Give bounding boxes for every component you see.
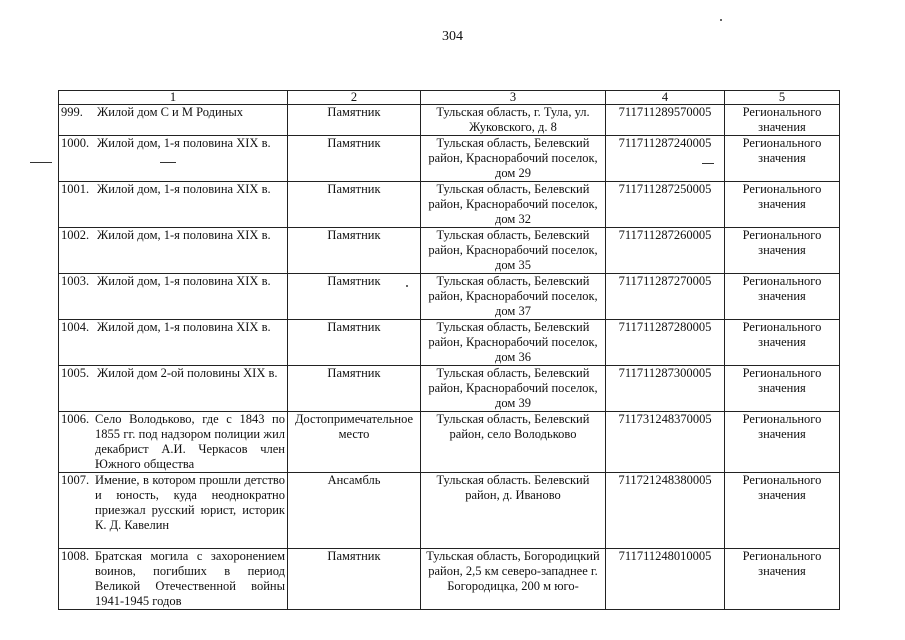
category-cell: Памятник — [288, 228, 421, 274]
object-name-cell — [59, 412, 288, 473]
address-cell: Тульская область, Белевский район, Краснорабочий поселок, дом 37 — [421, 274, 606, 320]
registry-number-cell: 711721248380005 — [606, 473, 725, 549]
margin-mark — [30, 162, 52, 163]
object-name: Жилой дом, 1-я половина XIX в. — [97, 136, 271, 150]
object-name: Братская могила с захоронением воинов, погибших в период Великой Отечественной войны 1941-1945 годов — [95, 549, 285, 608]
object-name-cell — [59, 366, 288, 412]
table-row — [59, 320, 840, 366]
row-number: 1000. — [61, 136, 90, 150]
significance-cell: Регионального значения — [725, 136, 840, 182]
object-name-cell — [59, 182, 288, 228]
table-row — [59, 366, 840, 412]
registry-number-cell: 711711248010005 — [606, 549, 725, 610]
registry-number-cell: 711711287250005 — [606, 182, 725, 228]
object-name-cell — [59, 228, 288, 274]
row-number: 1008. — [61, 549, 90, 563]
registry-number-cell: 711711287260005 — [606, 228, 725, 274]
category-cell: Памятник — [288, 274, 421, 320]
significance-cell: Регионального значения — [725, 274, 840, 320]
object-name: Имение, в котором прошли детство и юность, куда неоднократно приезжал русский юрист, историк К. Д. Кавелин — [95, 473, 285, 532]
object-name-cell — [59, 274, 288, 320]
address-cell: Тульская область. Белевский район, д. Иваново — [421, 473, 606, 549]
page-number: 304 — [442, 29, 463, 44]
category-cell: Памятник — [288, 366, 421, 412]
registry-number-cell: 711711287300005 — [606, 366, 725, 412]
registry-number-cell: 711731248370005 — [606, 412, 725, 473]
row-number: 1004. — [61, 320, 90, 334]
object-name-cell — [59, 549, 288, 610]
object-name-cell — [59, 105, 288, 136]
category-cell: Ансамбль — [288, 473, 421, 549]
category-cell: Памятник — [288, 320, 421, 366]
scan-speck — [720, 19, 722, 21]
object-name: Жилой дом, 1-я половина XIX в. — [97, 320, 271, 334]
significance-cell: Регионального значения — [725, 473, 840, 549]
address-cell: Тульская область, Белевский район, Краснорабочий поселок, дом 36 — [421, 320, 606, 366]
column-header: 4 — [606, 91, 725, 105]
table-row — [59, 473, 840, 549]
column-header: 1 — [59, 91, 288, 105]
column-header: 2 — [288, 91, 421, 105]
object-name-cell — [59, 320, 288, 366]
category-cell: Памятник — [288, 182, 421, 228]
table-row — [59, 549, 840, 610]
registry-number-cell: 711711287240005 — [606, 136, 725, 182]
significance-cell: Регионального значения — [725, 549, 840, 610]
object-name-cell — [59, 473, 288, 549]
row-number: 1007. — [61, 473, 90, 487]
category-cell: Достопримечательное место — [288, 412, 421, 473]
significance-cell: Регионального значения — [725, 366, 840, 412]
category-cell: Памятник — [288, 136, 421, 182]
address-cell: Тульская область, Белевский район, село Володьково — [421, 412, 606, 473]
category-cell: Памятник — [288, 549, 421, 610]
row-number: 1002. — [61, 228, 90, 242]
address-cell: Тульская область, Белевский район, Краснорабочий поселок, дом 32 — [421, 182, 606, 228]
object-name: Село Володьково, где с 1843 по 1855 гг. под надзором полиции жил декабрист А.И. Черкасов член Южного общества — [95, 412, 285, 471]
significance-cell: Регионального значения — [725, 320, 840, 366]
row-number: 1001. — [61, 182, 90, 196]
object-name: Жилой дом 2-ой половины XIX в. — [97, 366, 278, 380]
row-number: 999. — [61, 105, 83, 119]
object-name: Жилой дом, 1-я половина XIX в. — [97, 182, 271, 196]
table-row — [59, 136, 840, 182]
table-header-row — [59, 91, 840, 105]
table-row — [59, 182, 840, 228]
column-header: 5 — [725, 91, 840, 105]
table-row — [59, 274, 840, 320]
address-cell: Тульская область, Белевский район, Краснорабочий поселок, дом 39 — [421, 366, 606, 412]
column-header: 3 — [421, 91, 606, 105]
registry-number-cell: 711711287280005 — [606, 320, 725, 366]
object-name-cell — [59, 136, 288, 182]
significance-cell: Регионального значения — [725, 228, 840, 274]
table-row — [59, 412, 840, 473]
address-cell: Тульская область, Богородицкий район, 2,5 км северо-западнее г. Богородицка, 200 м юго- — [421, 549, 606, 610]
significance-cell: Регионального значения — [725, 412, 840, 473]
table-row — [59, 228, 840, 274]
address-cell: Тульская область, Белевский район, Краснорабочий поселок, дом 35 — [421, 228, 606, 274]
registry-number-cell: 711711287270005 — [606, 274, 725, 320]
address-cell: Тульская область, г. Тула, ул. Жуковского, д. 8 — [421, 105, 606, 136]
object-name: Жилой дом, 1-я половина XIX в. — [97, 274, 271, 288]
table-row — [59, 105, 840, 136]
category-cell: Памятник — [288, 105, 421, 136]
registry-number-cell: 711711289570005 — [606, 105, 725, 136]
heritage-registry-table — [58, 90, 840, 610]
row-number: 1003. — [61, 274, 90, 288]
significance-cell: Регионального значения — [725, 105, 840, 136]
object-name: Жилой дом, 1-я половина XIX в. — [97, 228, 271, 242]
row-number: 1005. — [61, 366, 90, 380]
row-number: 1006. — [61, 412, 90, 426]
significance-cell: Регионального значения — [725, 182, 840, 228]
object-name: Жилой дом С и М Родиных — [97, 105, 244, 119]
address-cell: Тульская область, Белевский район, Краснорабочий поселок, дом 29 — [421, 136, 606, 182]
